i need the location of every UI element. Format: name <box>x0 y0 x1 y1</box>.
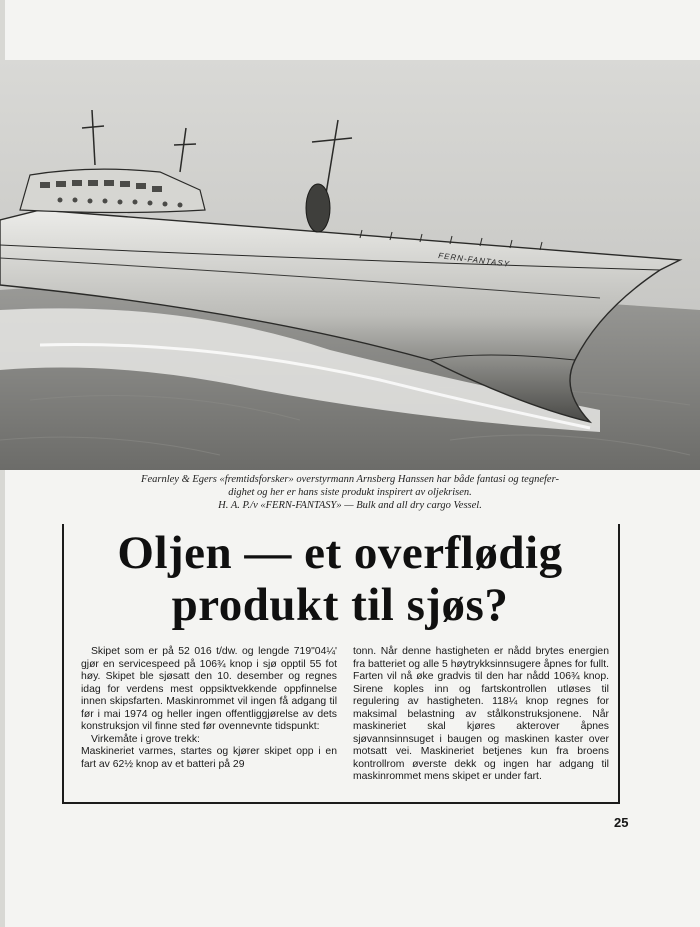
paragraph: Virkemåte i grove trekk: <box>91 733 200 745</box>
article-headline <box>62 527 618 631</box>
article-column-right <box>353 646 609 784</box>
caption-line-2: dighet og her er hans siste produkt inspirert av oljekrisen. <box>228 487 472 498</box>
paragraph: Maskineriet varmes, startes og kjører skipet opp i en fart av 62½ knop av et batteri på 29 <box>81 746 337 770</box>
paragraph: tonn. Når denne hastigheten er nådd brytes energien fra batteriet og alle 5 høytrykksinnsugere åpnes for fullt. Farten vil nå øke gradvis til den har nådd 106¾ knop. Sirene koples inn og fartskontrollen utløses til regulering av hastigheten. 118¼ knop regnes for maksimal belastning av stålkonstruksjonene. Når maskineriet skal kjøres akterover åpnes sjøvannsinnsuget i baugen og maskinen kaster over motsatt vei. Maskineriet betjenes kun fra broens kontrollrom øverste dekk og ingen har adgang til maskinrommet mens skipet er under fart. <box>353 646 609 782</box>
headline-line-1: Oljen — et overflødig <box>117 527 563 579</box>
headline-line-2: produkt til sjøs? <box>171 579 509 631</box>
ship-illustration <box>0 60 700 470</box>
paragraph: Skipet som er på 52 016 t/dw. og lengde 719"04¼' gjør en servicespeed på 106¾ knop i sjø opptil 55 fot høy. Skipet ble sjøsatt den 10. desember og regnes idag for verdens mest oppsiktvekkende oppfinnelse innen skipsfarten. Maskinrommet vil ingen få adgang til før i mai 1974 og heller ingen offentliggjørelse av dets konstruksjon vil finne sted før ovennevnte tidspunkt: <box>81 646 337 732</box>
image-caption <box>40 473 660 512</box>
article-body <box>81 646 609 784</box>
caption-line-1: Fearnley & Egers «fremtidsforsker» overstyrmann Arnsberg Hanssen har både fantasi og tegnefer- <box>141 474 559 485</box>
page-number: 25 <box>614 815 629 830</box>
hull-name-label: FERN-FANTASY <box>437 251 511 269</box>
caption-line-3: H. A. P./v «FERN-FANTASY» — Bulk and all dry cargo Vessel. <box>218 500 482 511</box>
article-column-left <box>81 646 337 784</box>
